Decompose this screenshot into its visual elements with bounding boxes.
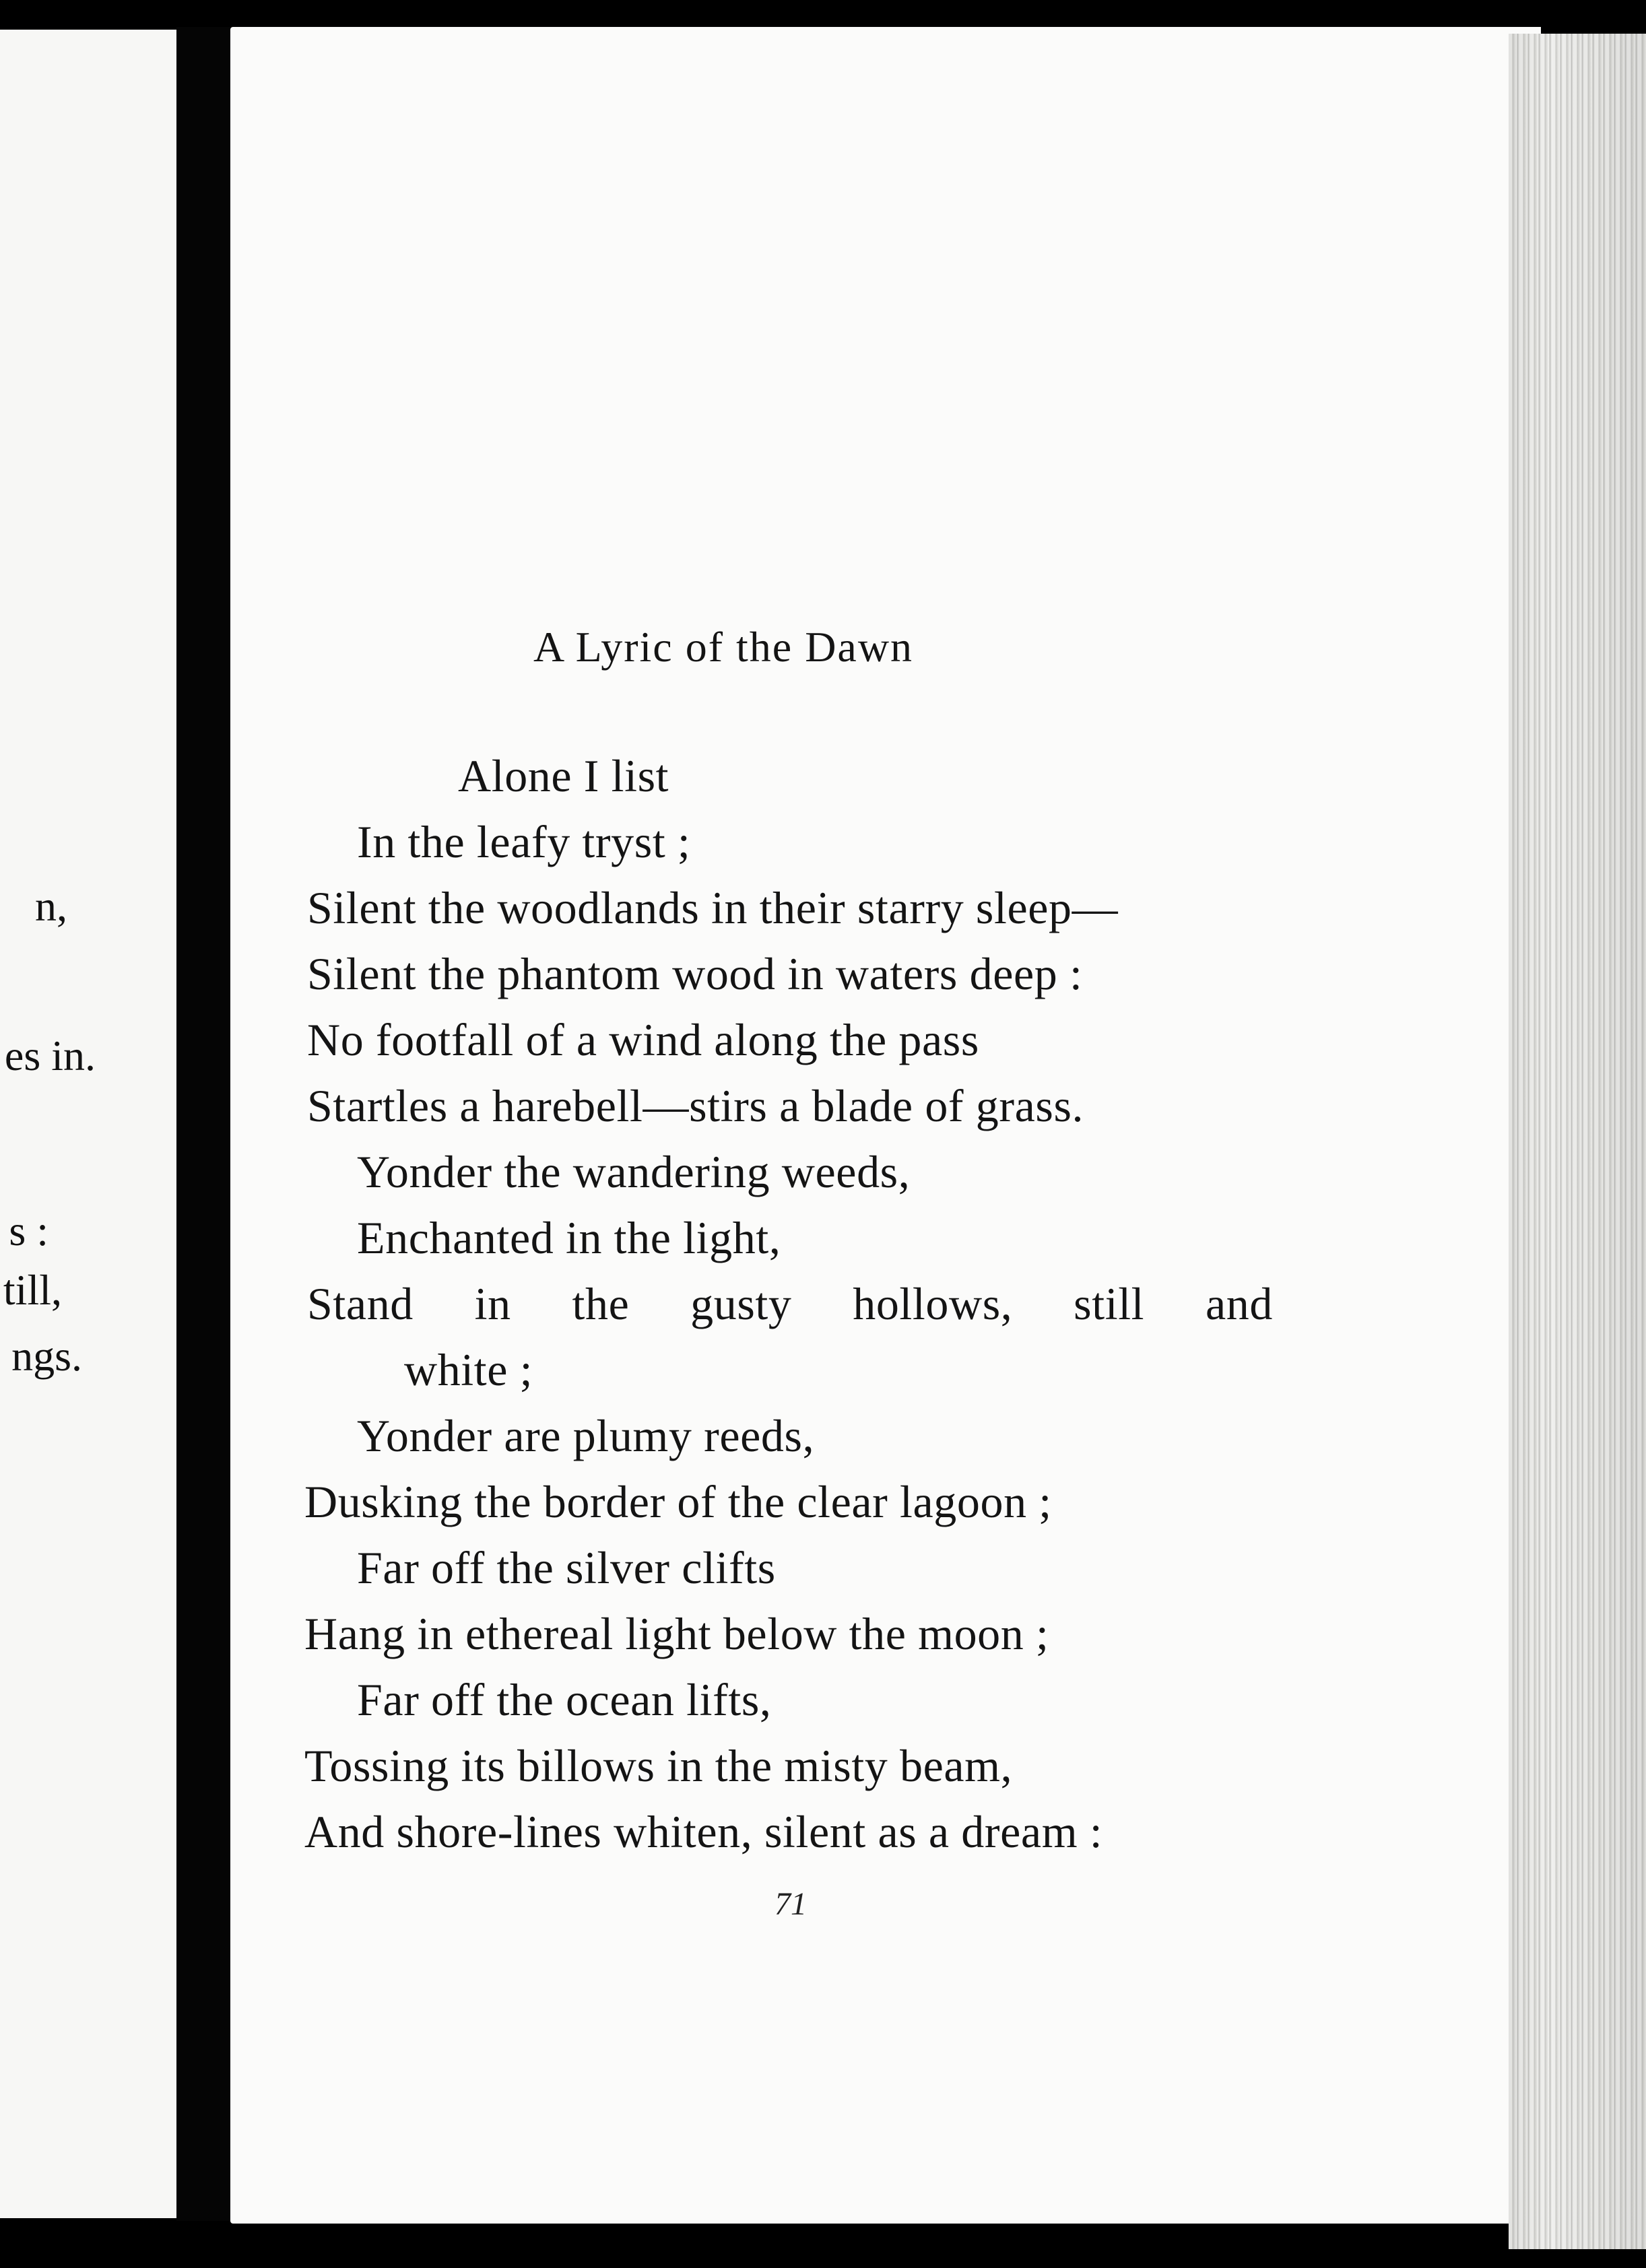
poem-line-8: Enchanted in the light, <box>357 1212 781 1263</box>
poem-line-12: Dusking the border of the clear lagoon ; <box>304 1476 1052 1527</box>
poem-line-5: No footfall of a wind along the pass <box>307 1014 979 1065</box>
poem-line-17: And shore-lines whiten, silent as a dream : <box>304 1806 1103 1857</box>
poem-line-11: Yonder are plumy reeds, <box>357 1410 815 1461</box>
book-gutter <box>176 27 230 2221</box>
poem-line-2: In the leafy tryst ; <box>357 816 691 867</box>
poem-line-6: Startles a harebell—stirs a blade of grass. <box>307 1080 1084 1131</box>
poem-word: in <box>474 1278 511 1329</box>
poem-word: the <box>572 1278 630 1329</box>
poem-line-7: Yonder the wandering weeds, <box>357 1146 911 1197</box>
poem-line-14: Hang in ethereal light below the moon ; <box>304 1608 1049 1659</box>
poem-line-13: Far off the silver clifts <box>357 1542 776 1593</box>
poem-word: gusty <box>690 1278 792 1329</box>
left-page-line: s : <box>9 1207 48 1255</box>
page-edges <box>1509 34 1646 2249</box>
left-page-line: n, <box>35 882 67 930</box>
poem-line-16: Tossing its billows in the misty beam, <box>304 1740 1013 1791</box>
left-page-line: es in. <box>4 1032 96 1079</box>
left-page-line: till, <box>3 1266 62 1314</box>
left-facing-page <box>0 30 176 2218</box>
poem-line-3: Silent the woodlands in their starry sleep— <box>307 882 1119 933</box>
page-number: 71 <box>775 1886 807 1922</box>
poem-word: Stand <box>307 1278 414 1329</box>
poem-title <box>230 622 1375 672</box>
poem-line-1: Alone I list <box>458 750 669 801</box>
poem-word: and <box>1205 1278 1273 1329</box>
poem-word: hollows, <box>853 1278 1013 1329</box>
left-page-line: ngs. <box>11 1332 82 1380</box>
poem-line-10: white ; <box>404 1344 533 1395</box>
poem-word: still <box>1074 1278 1145 1329</box>
poem-line-15: Far off the ocean lifts, <box>357 1674 772 1725</box>
poem-title-text: A Lyric of the Dawn <box>533 623 914 671</box>
poem-line-9 <box>307 1278 1273 1329</box>
poem-line-4: Silent the phantom wood in waters deep : <box>307 948 1083 999</box>
